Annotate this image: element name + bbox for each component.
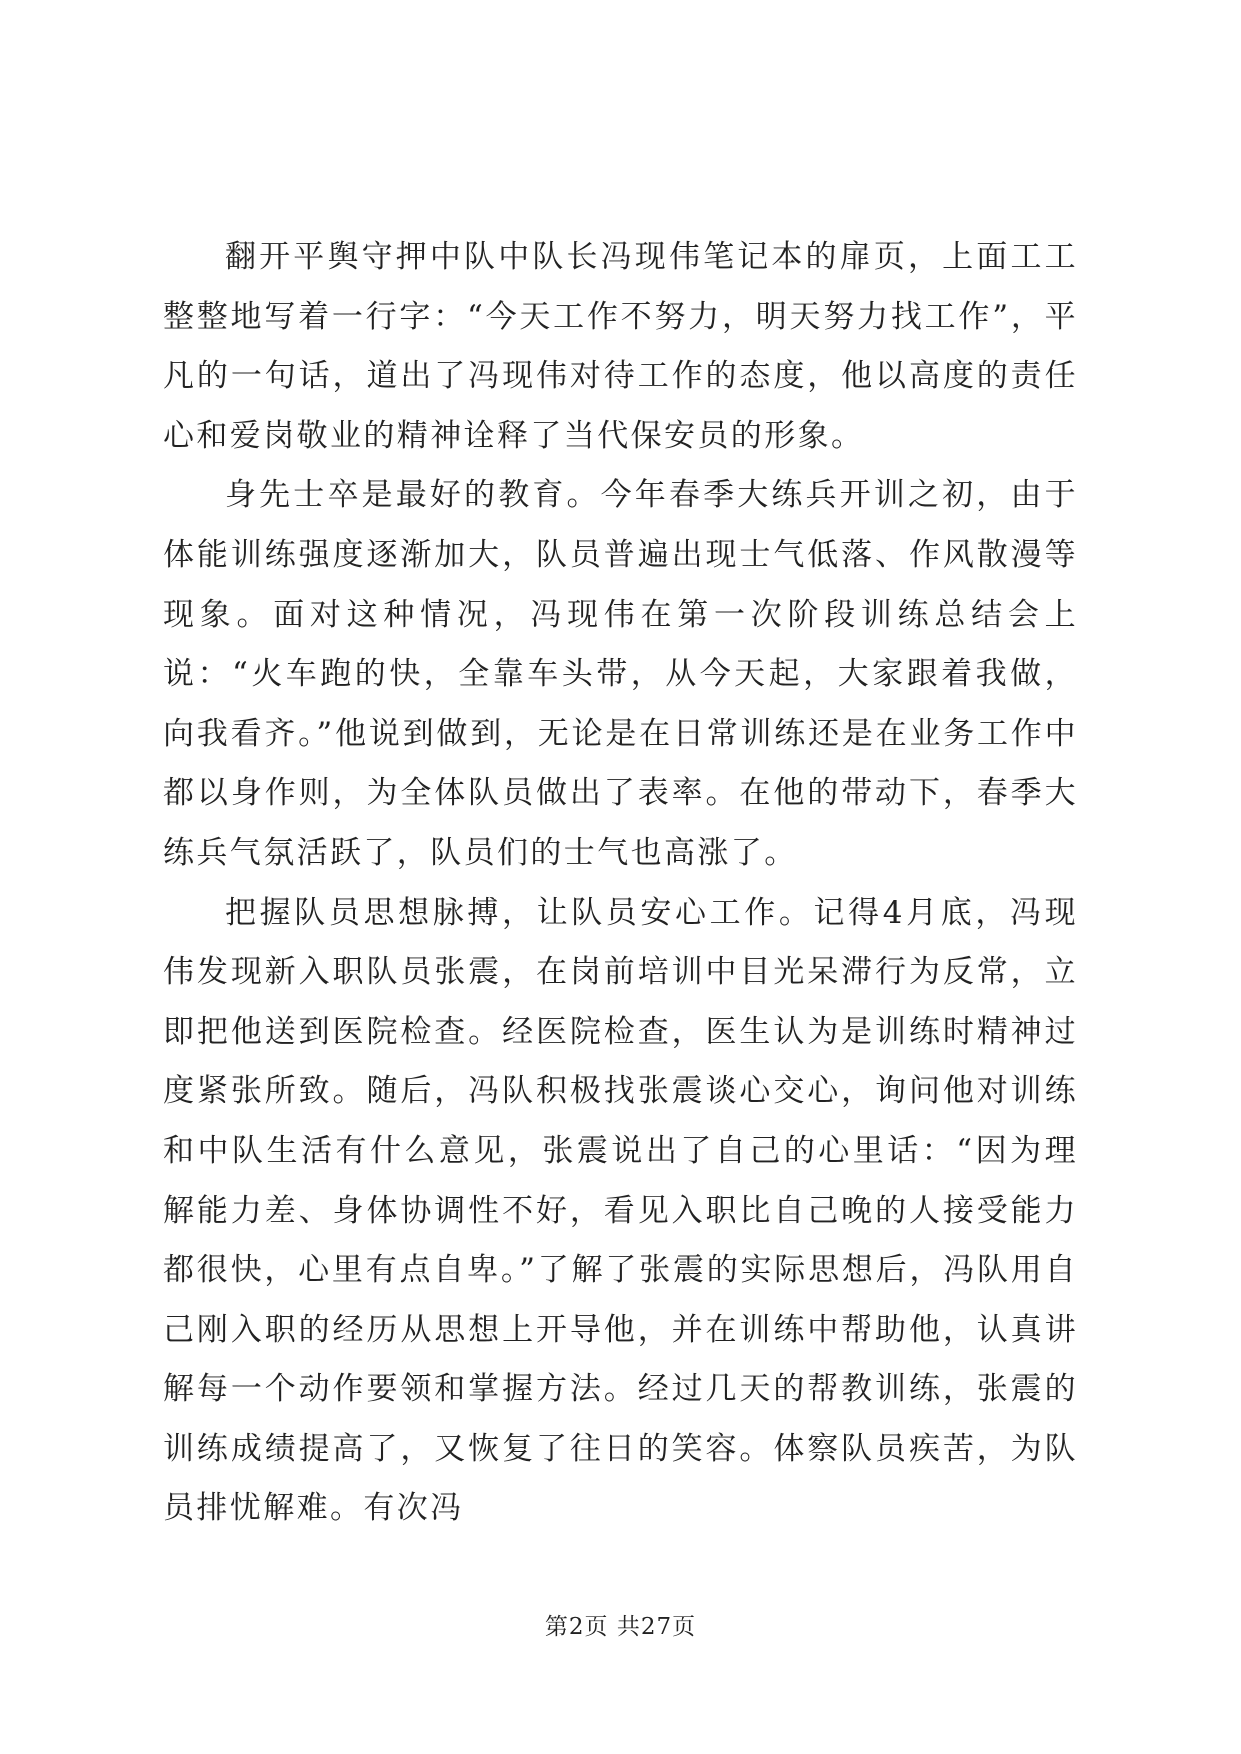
paragraph-1: 翻开平舆守押中队中队长冯现伟笔记本的扉页，上面工工整整地写着一行字：“今天工作不努力，明天努力找工作”，平凡的一句话，道出了冯现伟对待工作的态度，他以高度的责任心和爱岗敬业的精神诠释了当代保安员的形象。 (163, 239, 1078, 454)
paragraph-3: 把握队员思想脉搏，让队员安心工作。记得4月底，冯现伟发现新入职队员张震，在岗前培训中目光呆滞行为反常，立即把他送到医院检查。经医院检查，医生认为是训练时精神过度紧张所致。随后，冯队积极找张震谈心交心，询问他对训练和中队生活有什么意见，张震说出了自己的心里话：“因为理解能力差、身体协调性不好，看见入职比自己晚的人接受能力都很快，心里有点自卑。”了解了张震的实际思想后，冯队用自己刚入职的经历从思想上开导他，并在训练中帮助他，认真讲解每一个动作要领和掌握方法。经过几天的帮教训练，张震的训练成绩提高了，又恢复了往日的笑容。体察队员疾苦，为队员排忧解难。有次冯 (163, 894, 1078, 1527)
page-footer: 第2页 共27页 (544, 1614, 697, 1640)
paragraph-2: 身先士卒是最好的教育。今年春季大练兵开训之初，由于体能训练强度逐渐加大，队员普遍出现士气低落、作风散漫等现象。面对这种情况，冯现伟在第一次阶段训练总结会上说：“火车跑的快，全靠车头带，从今天起，大家跟着我做，向我看齐。”他说到做到，无论是在日常训练还是在业务工作中都以身作则，为全体队员做出了表率。在他的带动下，春季大练兵气氛活跃了，队员们的士气也高涨了。 (163, 477, 1078, 871)
body-text (163, 228, 1078, 1539)
